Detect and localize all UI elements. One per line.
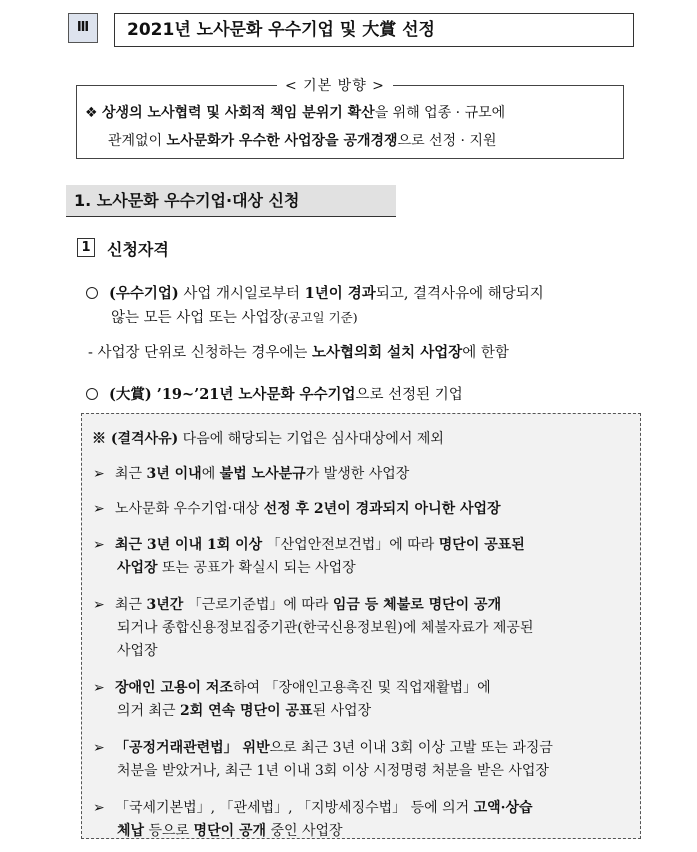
arrow-bullet-icon: ➢ [93,800,105,816]
arrow-bullet-icon: ➢ [93,501,105,517]
direction-text: 을 위해 업종 · 규모에 [374,105,506,121]
basic-direction-title: < 기본 방향 > [277,75,393,95]
eligibility-text: 않는 모든 사업 또는 사업장 [111,310,284,326]
eligibility-text: 되고, 결격사유에 해당되지 [375,286,544,302]
disqualification-item-4-line-3: 사업장 [117,643,158,659]
diamond-bullet-icon: ❖ [85,105,98,121]
eligibility-text: - 사업장 단위로 신청하는 경우에는 [88,345,313,361]
arrow-bullet-icon: ➢ [93,740,105,756]
disqualification-item-5: ➢ 장애인 고용이 저조하여 「장애인고용촉진 및 직업재활법」에 [93,680,491,696]
circle-bullet-icon [86,388,98,400]
disqualification-label: ※ (결격사유) [92,431,179,447]
direction-emphasis: 상생의 노사협력 및 사회적 책임 분위기 확산 [102,105,375,121]
direction-emphasis: 노사문화가 우수한 사업장을 공개경쟁 [166,133,398,149]
basic-direction-line-2 [108,130,497,150]
disqualification-item-6-line-2: 처분을 받았거나, 최근 1년 이내 3회 이상 시정명령 처분을 받은 사업장 [117,763,549,779]
disqualification-item-2: ➢ 노사문화 우수기업·대상 선정 후 2년이 경과되지 아니한 사업장 [93,501,501,517]
section-heading: 1. 노사문화 우수기업·대상 신청 [66,185,396,217]
arrow-bullet-icon: ➢ [93,537,105,553]
disqualification-item-1: ➢ 최근 3년 이내에 불법 노사분규가 발생한 사업장 [93,466,410,482]
disqualification-item-5-line-2: 의거 최근 2회 연속 명단이 공표된 사업장 [117,703,372,719]
disqualification-item-7: ➢ 「국세기본법」, 「관세법」, 「지방세징수법」 등에 의거 고액·상습 [93,800,533,816]
eligibility-emphasis: 노사협의회 설치 사업장 [312,344,463,361]
disqualification-text: 다음에 해당되는 기업은 심사대상에서 제외 [178,431,444,447]
direction-text: 관계없이 [108,133,167,149]
arrow-bullet-icon: ➢ [93,597,105,613]
disqualification-item-3: ➢ 최근 3년 이내 1회 이상 「산업안전보건법」에 따라 명단이 공표된 [93,537,525,553]
disqualification-item-4-line-2: 되거나 종합신용정보집중기관(한국신용정보원)에 체불자료가 제공된 [117,620,534,636]
direction-text: 으로 선정 · 지원 [397,133,497,149]
circle-bullet-icon [86,287,98,299]
disqualification-item-6: ➢ 「공정거래관련법」 위반으로 최근 3년 이내 3회 이상 고발 또는 과징금 [93,740,553,756]
eligibility-dash-note [88,341,509,362]
eligibility-emphasis: (大賞) ’19~’21년 노사문화 우수기업 [109,386,356,403]
page-title: 2021년 노사문화 우수기업 및 大賞 선정 [114,13,634,47]
basic-direction-box [76,78,624,159]
subsection-title: 신청자격 [107,240,169,259]
basic-direction-line-1 [85,102,505,122]
eligibility-text: 으로 선정된 기업 [355,387,463,403]
disqualification-title [92,428,444,448]
eligibility-item-2 [86,383,463,404]
section-roman-numeral: Ⅲ [68,13,98,43]
arrow-bullet-icon: ➢ [93,680,105,696]
eligibility-text: 사업 개시일로부터 [178,286,305,302]
disqualification-item-4: ➢ 최근 3년간 「근로기준법」에 따라 임금 등 체불로 명단이 공개 [93,597,502,613]
eligibility-note: (공고일 기준) [283,310,358,325]
disqualification-item-7-line-2: 체납 등으로 명단이 공개 중인 사업장 [117,823,343,839]
disqualification-item-3-line-2: 사업장 또는 공표가 확실시 되는 사업장 [117,560,356,576]
eligibility-item-1 [86,282,544,303]
eligibility-item-1-line-2 [111,306,358,327]
eligibility-text: 에 한함 [462,345,509,361]
eligibility-emphasis: 1년이 경과 [304,285,376,302]
arrow-bullet-icon: ➢ [93,466,105,482]
eligibility-label: (우수기업) [109,285,179,302]
subsection-number: 1 [77,238,95,257]
